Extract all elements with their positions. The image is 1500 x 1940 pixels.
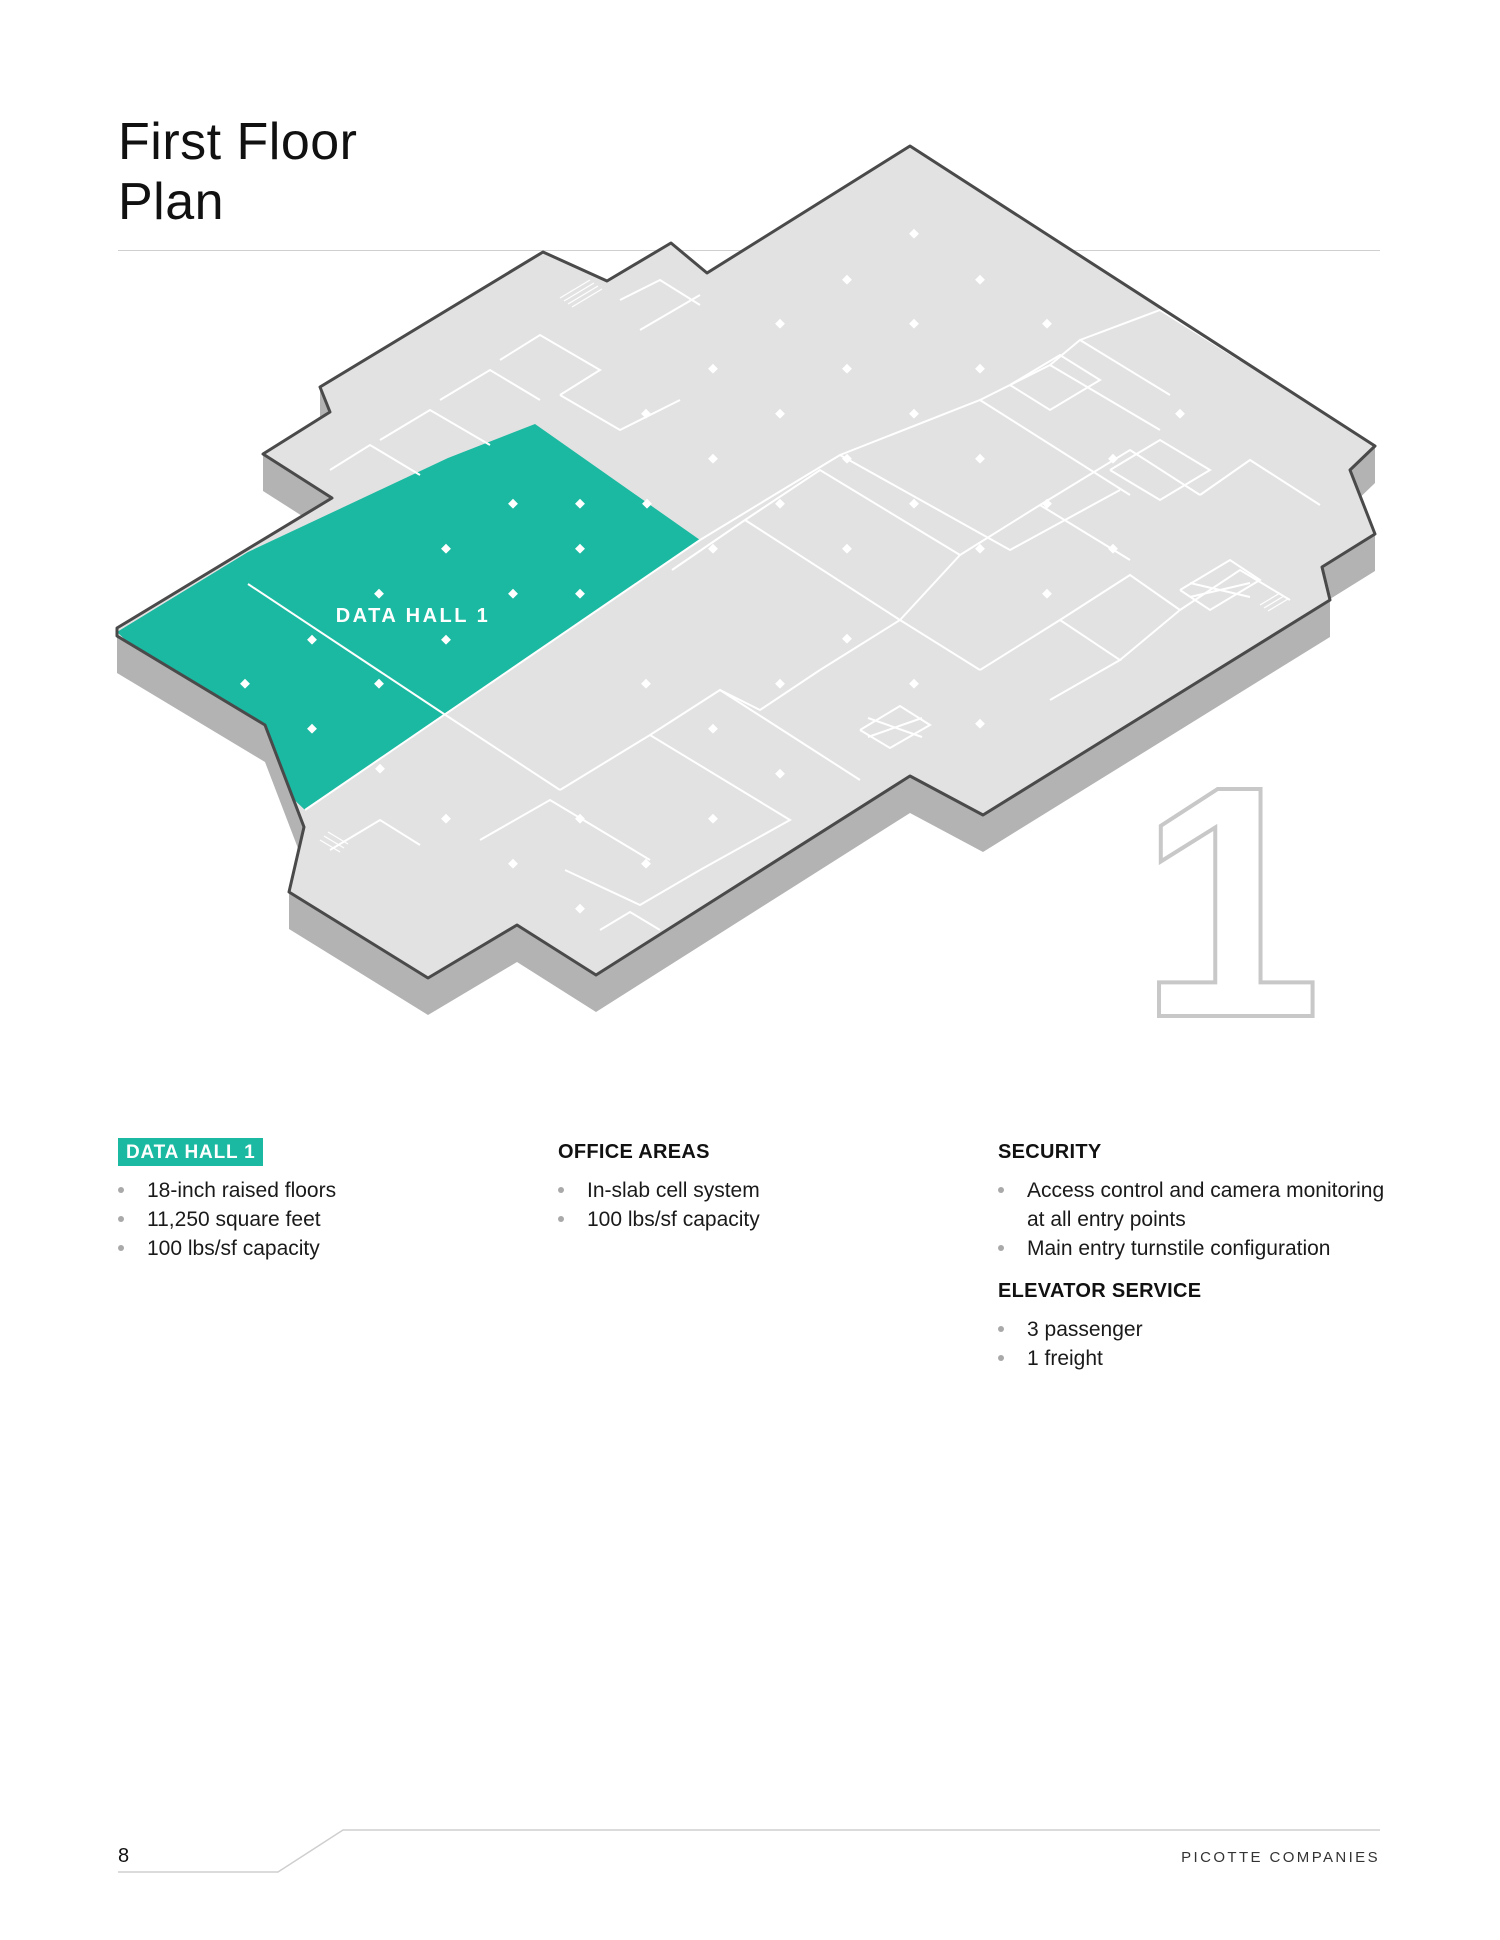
title-line-1: First Floor: [118, 113, 358, 171]
office-areas-list: [558, 1176, 958, 1234]
data-hall-list: [118, 1176, 518, 1263]
office-areas-section: [558, 1138, 958, 1234]
data-hall-map-label: DATA HALL 1: [335, 605, 491, 627]
page-number: 8: [118, 1845, 130, 1867]
security-section: [998, 1138, 1398, 1373]
office-areas-heading: OFFICE AREAS: [558, 1141, 710, 1163]
list-item: 1 freight: [998, 1344, 1398, 1373]
data-hall-section: [118, 1138, 518, 1263]
security-list: [998, 1176, 1398, 1263]
floor-number-outline: 1: [1138, 717, 1322, 1086]
list-item: Main entry turnstile configuration: [998, 1234, 1398, 1263]
brand-name: PICOTTE COMPANIES: [1181, 1849, 1380, 1866]
data-hall-heading-badge: DATA HALL 1: [118, 1138, 263, 1166]
list-item: 18-inch raised floors: [118, 1176, 518, 1205]
title-line-2: Plan: [118, 173, 225, 231]
list-item: 3 passenger: [998, 1315, 1398, 1344]
list-item: 100 lbs/sf capacity: [118, 1234, 518, 1263]
list-item: 11,250 square feet: [118, 1205, 518, 1234]
list-item: In-slab cell system: [558, 1176, 958, 1205]
list-item: Access control and camera monitoring at all entry points: [998, 1176, 1398, 1234]
list-item: 100 lbs/sf capacity: [558, 1205, 958, 1234]
elevator-service-heading: ELEVATOR SERVICE: [998, 1280, 1202, 1302]
elevator-service-list: [998, 1315, 1398, 1373]
security-heading: SECURITY: [998, 1141, 1102, 1163]
